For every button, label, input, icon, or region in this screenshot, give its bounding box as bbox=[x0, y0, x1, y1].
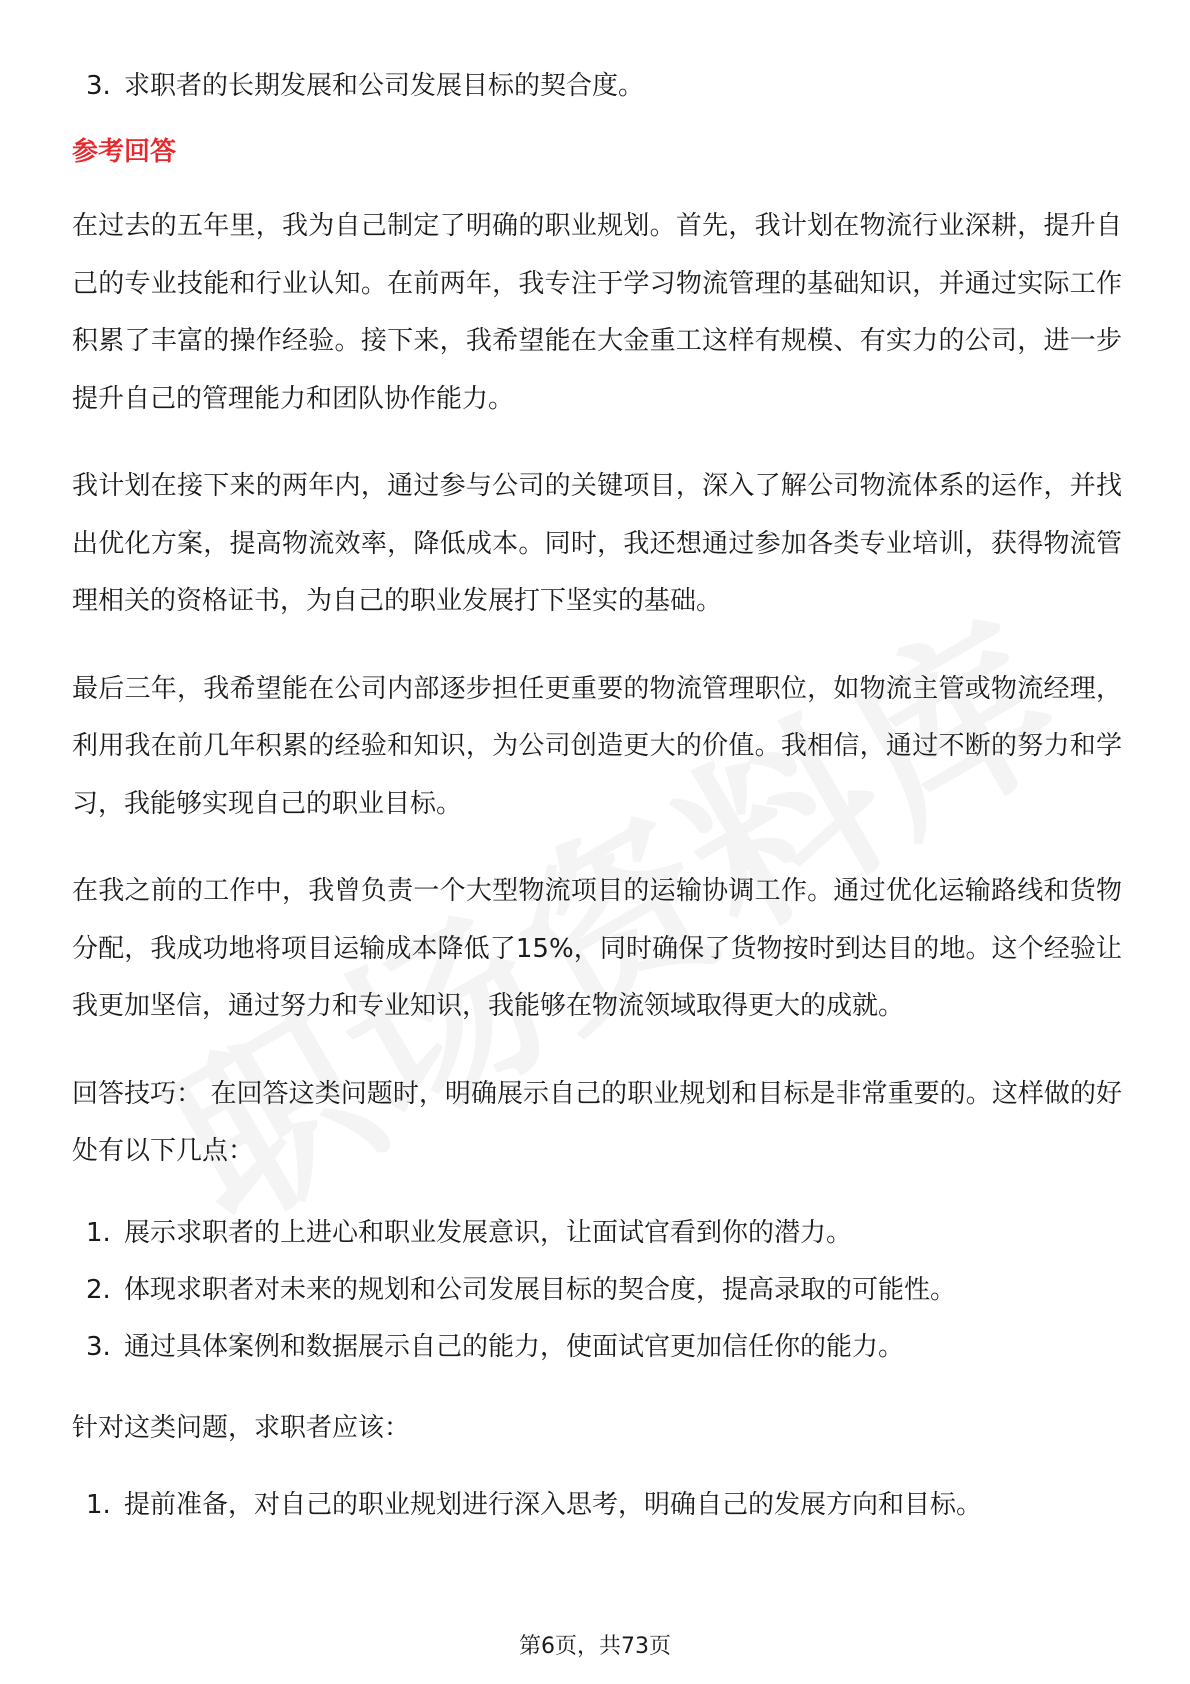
answer-paragraph-1: 在过去的五年里，我为自己制定了明确的职业规划。首先，我计划在物流行业深耕，提升自己的专业技能和行业认知。在前两年，我专注于学习物流管理的基础知识，并通过实际工作积累了丰富的操作经验。接下来，我希望能在大金重工这样有规模、有实力的公司，进一步提升自己的管理能力和团队协作能力。 bbox=[72, 211, 1122, 414]
answer-paragraph-4: 在我之前的工作中，我曾负责一个大型物流项目的运输协调工作。通过优化运输路线和货物分配，我成功地将项目运输成本降低了15%，同时确保了货物按时到达目的地。这个经验让我更加坚信，通过努力和专业知识，我能够在物流领域取得更大的成就。 bbox=[72, 876, 1122, 1021]
list-item-number: 1. bbox=[86, 1490, 111, 1520]
advice-lead: 针对这类问题，求职者应该： bbox=[72, 1412, 411, 1443]
document-page bbox=[72, 58, 1122, 1534]
list-item-number: 2. bbox=[86, 1274, 111, 1305]
list-item-number: 3. bbox=[86, 71, 111, 101]
list-item bbox=[72, 1262, 1122, 1319]
tip-paragraph: 回答技巧： 在回答这类问题时，明确展示自己的职业规划和目标是非常重要的。这样做的好处有以下几点： bbox=[72, 1078, 1122, 1166]
section-heading: 参考回答 bbox=[72, 137, 177, 167]
list-item-text: 通过具体案例和数据展示自己的能力，使面试官更加信任你的能力。 bbox=[124, 1331, 905, 1362]
page-footer: 第6页，共73页 bbox=[519, 1634, 671, 1659]
answer-paragraph-2: 我计划在接下来的两年内，通过参与公司的关键项目，深入了解公司物流体系的运作，并找出优化方案，提高物流效率，降低成本。同时，我还想通过参加各类专业培训，获得物流管理相关的资格证书，为自己的职业发展打下坚实的基础。 bbox=[72, 471, 1122, 616]
answer-paragraph-3: 最后三年，我希望能在公司内部逐步担任更重要的物流管理职位，如物流主管或物流经理，利用我在前几年积累的经验和知识，为公司创造更大的价值。我相信，通过不断的努力和学习，我能够实现自己的职业目标。 bbox=[72, 673, 1122, 819]
list-item bbox=[72, 1319, 1122, 1376]
advice-list bbox=[72, 1477, 1122, 1534]
top-list bbox=[72, 58, 1122, 115]
list-item bbox=[72, 1205, 1122, 1262]
list-item-text: 展示求职者的上进心和职业发展意识，让面试官看到你的潜力。 bbox=[124, 1217, 853, 1248]
list-item-text: 体现求职者对未来的规划和公司发展目标的契合度，提高录取的可能性。 bbox=[124, 1274, 957, 1305]
list-item-number: 3. bbox=[86, 1331, 111, 1362]
tip-list bbox=[72, 1205, 1122, 1376]
list-item-text: 求职者的长期发展和公司发展目标的契合度。 bbox=[124, 71, 645, 101]
list-item-text: 提前准备，对自己的职业规划进行深入思考，明确自己的发展方向和目标。 bbox=[124, 1490, 983, 1520]
list-item bbox=[72, 1477, 1122, 1534]
list-item bbox=[72, 58, 1122, 115]
list-item-number: 1. bbox=[86, 1217, 111, 1248]
